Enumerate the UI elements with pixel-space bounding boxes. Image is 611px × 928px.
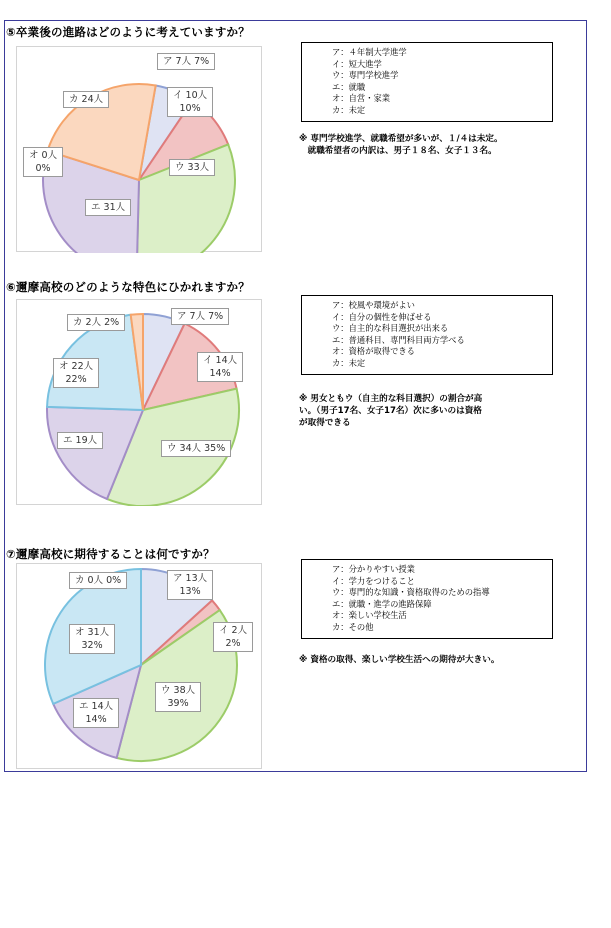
data-label-o bbox=[69, 624, 115, 654]
question-title-5: ⑤卒業後の進路はどのように考えていますか？ bbox=[6, 25, 250, 39]
legend-item: オ：楽しい学校生活 bbox=[332, 610, 407, 621]
legend-item: エ：就職 bbox=[332, 81, 366, 92]
data-label-ka bbox=[69, 572, 127, 589]
data-label-i-pct: 14% bbox=[209, 368, 231, 379]
question-title-6: ⑥邇摩高校のどのような特色にひかれますか？ bbox=[6, 280, 250, 294]
data-label-u bbox=[161, 440, 231, 457]
data-label-a-text: ア 7人 7% bbox=[163, 56, 210, 67]
data-label-a-text: ア 13人 bbox=[173, 573, 208, 584]
legend-item: イ：短大進学 bbox=[332, 58, 382, 69]
data-label-u bbox=[155, 682, 201, 712]
data-label-a-pct: 13% bbox=[179, 586, 201, 597]
legend-item: エ：就職・進学の進路保障 bbox=[332, 598, 432, 609]
data-label-a-text: ア 7人 7% bbox=[177, 311, 224, 322]
data-label-e bbox=[85, 199, 131, 216]
legend-item: カ：その他 bbox=[332, 621, 374, 632]
legend-item: エ：普通科目、専門科目両方学べる bbox=[332, 334, 465, 345]
legend-box-5 bbox=[301, 42, 553, 122]
legend-item: ウ：専門学校進学 bbox=[332, 70, 399, 81]
data-label-a bbox=[171, 308, 229, 325]
data-label-o bbox=[23, 147, 63, 177]
data-label-i-pct: 10% bbox=[179, 103, 201, 114]
data-label-u-pct: 39% bbox=[167, 698, 189, 709]
legend-item: オ：資格が取得できる bbox=[332, 346, 415, 357]
data-label-e bbox=[57, 432, 103, 449]
data-label-u-text: ウ 38人 bbox=[161, 685, 196, 696]
legend-item: イ：自分の個性を伸ばせる bbox=[332, 311, 432, 322]
legend-item: ア：校風や環境がよい bbox=[332, 300, 415, 310]
data-label-i bbox=[213, 622, 253, 652]
data-label-ka bbox=[67, 314, 125, 331]
data-label-i-text: イ 14人 bbox=[203, 355, 238, 366]
data-label-e bbox=[73, 698, 119, 728]
data-label-u-text: ウ 34人 35% bbox=[167, 443, 226, 454]
pie-chart-7 bbox=[16, 563, 262, 769]
data-label-o-text: オ 0人 bbox=[29, 150, 58, 161]
data-label-u-text: ウ 33人 bbox=[175, 162, 210, 173]
data-label-o-text: オ 31人 bbox=[75, 627, 110, 638]
pie-svg-7 bbox=[17, 564, 263, 770]
data-label-i-pct: 2% bbox=[225, 638, 241, 649]
note-7: ※ 資格の取得、楽しい学校生活への期待が大きい。 bbox=[299, 655, 500, 665]
legend-item: ウ：自主的な科目選択が出来る bbox=[332, 323, 449, 334]
data-label-i-text: イ 2人 bbox=[219, 625, 248, 636]
data-label-o-pct: 22% bbox=[65, 374, 87, 385]
data-label-u bbox=[169, 159, 215, 176]
pie-chart-5 bbox=[16, 46, 262, 252]
data-label-i bbox=[197, 352, 243, 382]
data-label-o bbox=[53, 358, 99, 388]
data-label-o-pct: 32% bbox=[81, 640, 103, 651]
question-title-7: ⑦邇摩高校に期待することは何ですか？ bbox=[6, 547, 215, 561]
pie-chart-6 bbox=[16, 299, 262, 505]
data-label-e-text: エ 14人 bbox=[79, 701, 114, 712]
note-5: ※ 専門学校進学、就職希望が多いが、１/４は未定。 就職希望者の内訳は、男子１８名、女子１３名。 bbox=[299, 134, 503, 156]
data-label-a bbox=[167, 570, 213, 600]
data-label-ka bbox=[63, 91, 109, 108]
data-label-ka-text: カ 24人 bbox=[69, 94, 104, 105]
legend-item: オ：自営・家業 bbox=[332, 93, 391, 104]
data-label-o-pct: 0% bbox=[35, 163, 51, 174]
legend-item: イ：学力をつけること bbox=[332, 575, 415, 586]
legend-item: カ：未定 bbox=[332, 357, 366, 368]
data-label-e-pct: 14% bbox=[85, 714, 107, 725]
legend-item: カ：未定 bbox=[332, 104, 366, 115]
note-6: ※ 男女ともウ（自主的な科目選択）の割合が高 い。（男子17名、女子17名）次に多いのは資格 が取得できる bbox=[299, 394, 483, 428]
data-label-e-text: エ 31人 bbox=[91, 202, 126, 213]
data-label-ka-text: カ 0人 0% bbox=[75, 575, 122, 586]
legend-box-7 bbox=[301, 559, 553, 639]
data-label-a bbox=[157, 53, 215, 70]
data-label-ka-text: カ 2人 2% bbox=[73, 317, 120, 328]
legend-box-6 bbox=[301, 295, 553, 375]
data-label-e-text: エ 19人 bbox=[63, 435, 98, 446]
legend-item: ア：４年制大学進学 bbox=[332, 47, 407, 57]
data-label-i-text: イ 10人 bbox=[173, 90, 208, 101]
legend-item: ア：分かりやすい授業 bbox=[332, 564, 415, 574]
data-label-o-text: オ 22人 bbox=[59, 361, 94, 372]
data-label-i bbox=[167, 87, 213, 117]
pie-svg-6 bbox=[17, 300, 263, 506]
legend-item: ウ：専門的な知識・資格取得のための指導 bbox=[332, 587, 490, 598]
